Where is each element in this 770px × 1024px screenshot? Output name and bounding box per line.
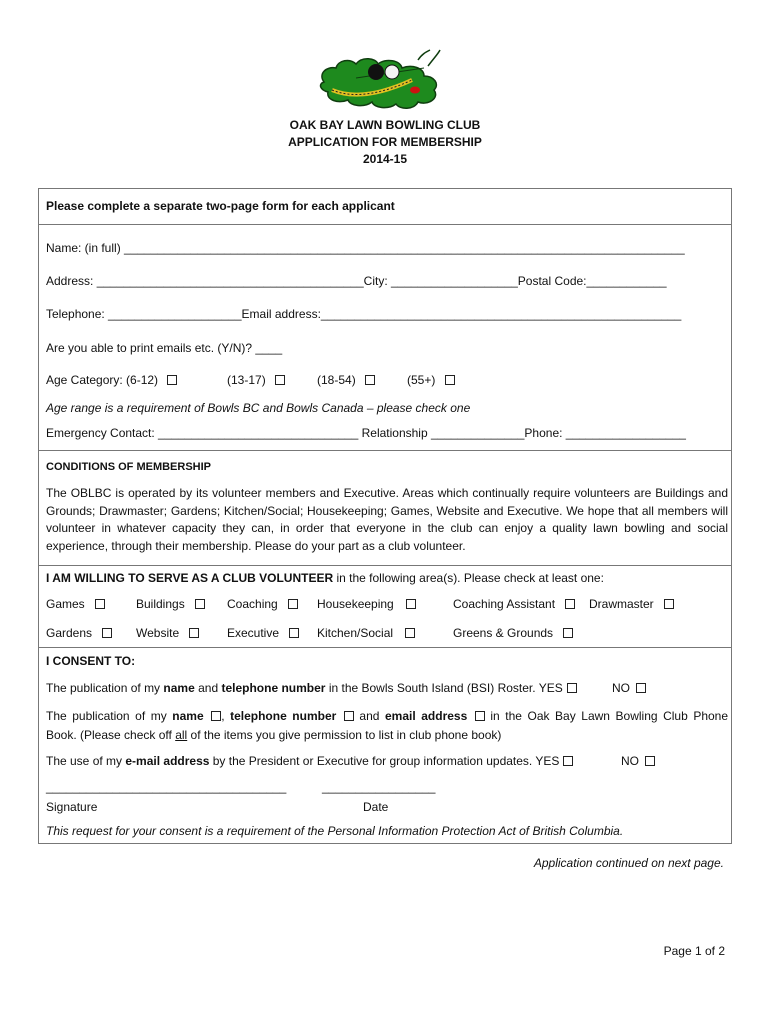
consent-email-no-checkbox[interactable] (645, 756, 655, 766)
volunteer-heading-rest: in the following area(s). Please check at least one: (333, 571, 604, 585)
c2-text-a: The publication of my (46, 709, 173, 723)
vol-coaching-assistant-checkbox[interactable] (565, 599, 575, 609)
telephone-field[interactable]: Telephone: ____________________ (46, 307, 242, 321)
vol-housekeeping-label: Housekeeping (317, 597, 394, 611)
postal-code-field[interactable]: Postal Code:____________ (517, 274, 667, 288)
age-13-17-checkbox[interactable] (275, 375, 285, 385)
date-line[interactable]: _________________ (322, 780, 436, 794)
c2-text-j: of the items you give permission to list in club phone book) (187, 728, 502, 742)
email-field[interactable]: Email address:______________________________________________________ (241, 307, 682, 321)
consent-name-checkbox[interactable] (211, 711, 221, 721)
applicant-section (39, 224, 731, 451)
signature-line[interactable]: ____________________________________ (46, 780, 287, 794)
age-55-checkbox[interactable] (445, 375, 455, 385)
vol-website-checkbox[interactable] (189, 628, 199, 638)
form-year: 2014-15 (362, 152, 408, 166)
age-6-12-checkbox[interactable] (167, 375, 177, 385)
c2-text-g: in the Oak Bay Lawn Bowling Club Phone (484, 709, 729, 723)
consent-bsi-no (612, 681, 646, 695)
age-label-text: Age Category: (6-12) (46, 373, 159, 387)
age-13-17-option (227, 373, 285, 387)
vol-coaching (227, 597, 298, 611)
age-note: Age range is a requirement of Bowls BC and Bowls Canada – please check one (46, 401, 471, 415)
telephone-row (46, 307, 681, 321)
emergency-contact-field[interactable]: Emergency Contact: ______________________________ (46, 426, 359, 440)
consent-phone-book-line2 (46, 728, 501, 742)
emergency-row (46, 426, 686, 440)
vol-coaching-checkbox[interactable] (288, 599, 298, 609)
vol-website-label: Website (136, 626, 180, 640)
c2-text-c: , (221, 709, 231, 723)
vol-games-checkbox[interactable] (95, 599, 105, 609)
c1-text-e: in the Bowls South Island (BSI) Roster. YES (325, 681, 563, 695)
volunteer-heading (46, 571, 604, 585)
vol-greens-grounds-checkbox[interactable] (563, 628, 573, 638)
vol-buildings-checkbox[interactable] (195, 599, 205, 609)
vol-gardens-checkbox[interactable] (102, 628, 112, 638)
print-emails-field[interactable]: Are you able to print emails etc. (Y/N)? ____ (46, 341, 283, 355)
vol-drawmaster-checkbox[interactable] (664, 599, 674, 609)
vol-executive-label: Executive (227, 626, 280, 640)
vol-housekeeping-checkbox[interactable] (406, 599, 416, 609)
c1-text-a: The publication of my (46, 681, 164, 695)
vol-buildings-label: Buildings (136, 597, 185, 611)
consent-section (39, 647, 731, 844)
c1-text-b: name (163, 681, 195, 695)
c2-text-e: and (353, 709, 385, 723)
conditions-heading: CONDITIONS OF MEMBERSHIP (46, 461, 212, 473)
form-title: APPLICATION FOR MEMBERSHIP (288, 135, 482, 149)
consent-bsi-yes-checkbox[interactable] (567, 683, 577, 693)
vol-housekeeping (317, 597, 416, 611)
club-name: OAK BAY LAWN BOWLING CLUB (289, 118, 481, 132)
consent-bsi-roster (46, 681, 577, 695)
c3-text-a: The use of my (46, 754, 126, 768)
relationship-field[interactable]: Relationship ______________ (361, 426, 525, 440)
age-55-option (407, 373, 455, 387)
consent-email-updates (46, 754, 573, 768)
conditions-section (39, 450, 731, 560)
vol-executive (227, 626, 299, 640)
application-form (38, 188, 732, 844)
vol-executive-checkbox[interactable] (289, 628, 299, 638)
club-logo (316, 48, 446, 114)
c1-text-d: telephone number (221, 681, 326, 695)
intro-text: Please complete a separate two-page form for each applicant (46, 199, 395, 213)
vol-buildings (136, 597, 205, 611)
age-13-17-label: (13-17) (227, 373, 266, 387)
c2-text-d: telephone number (230, 709, 337, 723)
consent-email-yes-checkbox[interactable] (563, 756, 573, 766)
volunteer-heading-bold: I AM WILLING TO SERVE AS A CLUB VOLUNTEER (46, 571, 334, 585)
consent-bsi-no-checkbox[interactable] (636, 683, 646, 693)
volunteer-section (39, 565, 731, 646)
form-header (0, 117, 770, 168)
address-field[interactable] (46, 274, 667, 288)
age-18-54-checkbox[interactable] (365, 375, 375, 385)
vol-drawmaster (589, 597, 674, 611)
vol-coaching-assistant-label: Coaching Assistant (453, 597, 556, 611)
age-18-54-label: (18-54) (317, 373, 356, 387)
vol-kitchen-social (317, 626, 415, 640)
c2-text-h: Book. (Please check off (46, 728, 176, 742)
vol-coaching-label: Coaching (227, 597, 278, 611)
vol-greens-grounds-label: Greens & Grounds (453, 626, 554, 640)
vol-website (136, 626, 199, 640)
c2-text-f: email address (385, 709, 468, 723)
date-label: Date (363, 800, 389, 814)
vol-greens-grounds (453, 626, 573, 640)
c1-text-c: and (194, 681, 222, 695)
vol-drawmaster-label: Drawmaster (589, 597, 654, 611)
vol-kitchen-social-label: Kitchen/Social (317, 626, 394, 640)
consent-heading: I CONSENT TO: (46, 654, 136, 668)
city-field[interactable]: City: ___________________ (363, 274, 518, 288)
c3-text-c: by the President or Executive for group information updates. YES (209, 754, 560, 768)
c2-text-i: all (175, 728, 188, 742)
c2-text-b: name (172, 709, 204, 723)
c3-text-b: e-mail address (125, 754, 210, 768)
conditions-text: The OBLBC is operated by its volunteer members and Executive. Areas which continually require volunteers are Buildings and Grounds; Drawmaster; Gardens; Kitchen/Social; Housekeeping; Games, Website and Executive. We hope that all members will volunteer in whatever capacity they can, in order that everyone in the club can enjoy a quality lawn bowling and social experience, through their membership. Please do your part as a club volunteer. (46, 486, 728, 553)
vol-games (46, 597, 105, 611)
name-field[interactable]: Name: (in full) ____________________________________________________________________________________ (46, 241, 685, 255)
c3-no-label: NO (621, 754, 639, 768)
age-category-label (46, 373, 177, 387)
vol-gardens (46, 626, 112, 640)
c1-no-label: NO (612, 681, 630, 695)
consent-phone-book-line1 (46, 709, 728, 723)
vol-kitchen-social-checkbox[interactable] (405, 628, 415, 638)
signature-label: Signature (46, 800, 98, 814)
age-55-label: (55+) (407, 373, 436, 387)
consent-email-checkbox[interactable] (475, 711, 485, 721)
page-number: Page 1 of 2 (663, 944, 725, 958)
vol-gardens-label: Gardens (46, 626, 93, 640)
age-18-54-option (317, 373, 375, 387)
consent-telephone-checkbox[interactable] (344, 711, 354, 721)
vol-coaching-assistant (453, 597, 575, 611)
address-label: Address: ________________________________________ (46, 274, 364, 288)
emergency-phone-field[interactable]: Phone: __________________ (524, 426, 686, 440)
vol-games-label: Games (46, 597, 85, 611)
consent-legal-note: This request for your consent is a requirement of the Personal Information Protection Act of British Columbia. (46, 824, 624, 838)
continued-note: Application continued on next page. (533, 856, 724, 870)
consent-email-no (621, 754, 655, 768)
